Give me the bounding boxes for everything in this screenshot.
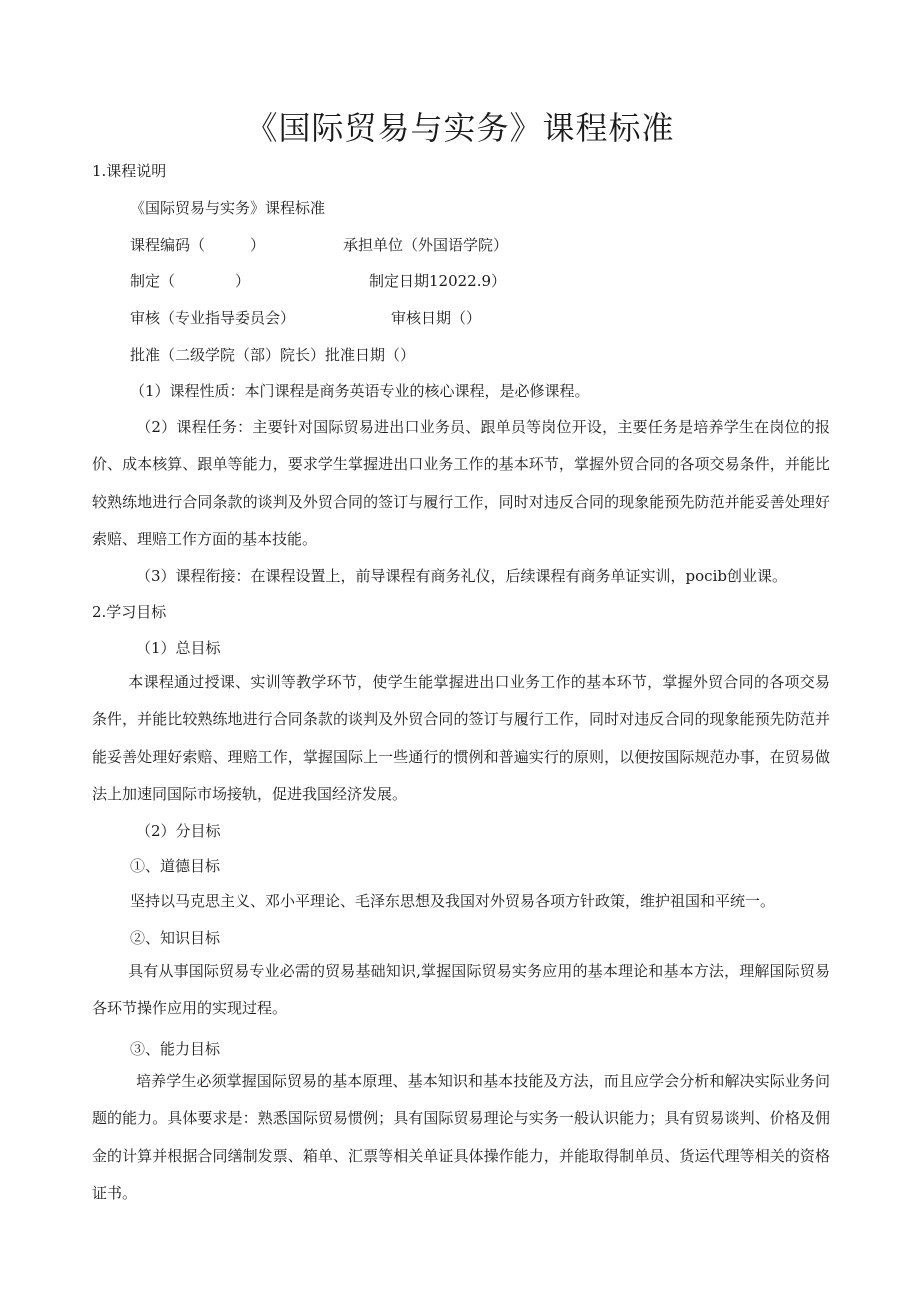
review-date: 审核日期（）: [391, 309, 482, 327]
knowledge-goal-text: 具有从事国际贸易专业必需的贸易基础知识,掌握国际贸易实务应用的基本理论和基本方法，理解国际贸易各环节操作应用的实现过程。: [92, 962, 830, 1018]
overall-goal-text: 本课程通过授课、实训等教学环节，使学生能掌握进出口业务工作的基本环节，掌握外贸合同的各项交易条件，并能比较熟练地进行合同条款的谈判及外贸合同的签订与履行工作，同时对违反合同的现象能预先防范并能妥善处理好索赔、理赔工作，掌握国际上一些通行的惯例和普遍实行的原则，以便按国际规范办事，在贸易做法上加速同国际市场接轨，促进我国经济发展。: [92, 673, 830, 803]
course-nature: （1）课程性质：本门课程是商务英语专业的核心课程，是必修课程。: [130, 382, 590, 400]
course-link: （3）课程衔接：在课程设置上，前导课程有商务礼仪，后续课程有商务单证实训，pocib创业课。: [136, 567, 787, 585]
course-name: 《国际贸易与实务》课程标准: [130, 199, 326, 217]
overall-goal-heading: （1）总目标: [136, 639, 221, 657]
knowledge-goal-heading: ②、知识目标: [130, 929, 221, 947]
made-by-label: 制定（ ）: [130, 272, 251, 290]
section-2-heading: 2.学习目标: [92, 603, 167, 621]
document-title: 《国际贸易与实务》课程标准: [245, 109, 675, 147]
moral-goal-heading: ①、道德目标: [130, 857, 221, 875]
ability-goal-paragraph: [92, 1063, 830, 1212]
responsible-unit: 承担单位（外国语学院）: [343, 236, 509, 254]
moral-goal-text: 坚持以马克思主义、邓小平理论、毛泽东思想及我国对外贸易各项方针政策，维护祖国和平统一。: [130, 892, 776, 910]
overall-goal-paragraph: [92, 664, 830, 813]
ability-goal-heading: ③、能力目标: [130, 1040, 221, 1058]
course-task-paragraph: [92, 409, 830, 558]
section-1-heading: 1.课程说明: [92, 162, 167, 180]
made-date: 制定日期12022.9）: [369, 272, 507, 290]
review-label: 审核（专业指导委员会）: [130, 309, 296, 327]
course-task-text: （2）课程任务：主要针对国际贸易进出口业务员、跟单员等岗位开设，主要任务是培养学生在岗位的报价、成本核算、跟单等能力，要求学生掌握进出口业务工作的基本环节，掌握外贸合同的各项交易条件，并能比较熟练地进行合同条款的谈判及外贸合同的签订与履行工作，同时对违反合同的现象能预先防范并能妥善处理好索赔、理赔工作方面的基本技能。: [92, 418, 830, 548]
sub-goal-heading: （2）分目标: [136, 822, 221, 840]
knowledge-goal-paragraph: [92, 953, 830, 1028]
course-code-label: 课程编码（ ）: [130, 236, 266, 254]
ability-goal-text: 培养学生必须掌握国际贸易的基本原理、基本知识和基本技能及方法，而且应学会分析和解决实际业务问题的能力。具体要求是：熟悉国际贸易惯例；具有国际贸易理论与实务一般认识能力；具有贸易谈判、价格及佣金的计算并根据合同缮制发票、箱单、汇票等相关单证具体操作能力，并能取得制单员、货运代理等相关的资格证书。: [92, 1072, 830, 1202]
approve-label: 批准（二级学院（部）院长）批准日期（）: [130, 346, 416, 364]
